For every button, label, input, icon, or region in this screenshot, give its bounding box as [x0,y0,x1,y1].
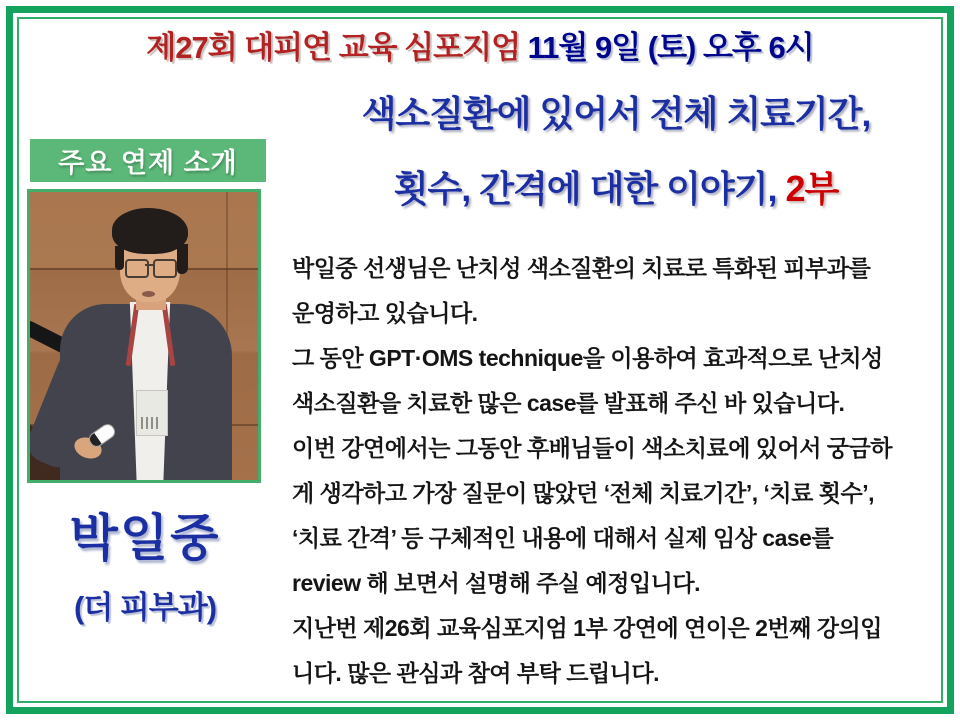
body-line: 운영하고 있습니다. [292,300,478,326]
speaker-hair [115,246,124,270]
body-line: 지난번 제26회 교육심포지엄 1부 강연에 연이은 2번째 강의입 [292,615,882,641]
body-line: 그 동안 GPT·OMS technique을 이용하여 효과적으로 난치성 [292,345,883,371]
body-line: 박일중 선생님은 난치성 색소질환의 치료로 특화된 피부과를 [292,255,871,281]
lecture-title-part-number: 2부 [785,168,839,209]
lecture-title-line2 [285,161,947,212]
body-line: 니다. 많은 관심과 참여 부탁 드립니다. [292,660,660,686]
event-title [0,22,960,67]
speaker-affiliation: (더 피부과) [73,590,217,625]
body-line: 이번 강연에서는 그동안 후배님들이 색소치료에 있어서 궁금하 [292,435,893,461]
featured-topic-badge [30,139,266,182]
glasses-lens [153,259,177,278]
body-line: 게 생각하고 가장 질문이 많았던 ‘전체 치료기간’, ‘치료 횟수’, [292,480,874,506]
glasses-lens [125,259,149,278]
id-badge [136,390,168,436]
id-badge-barcode [141,417,161,429]
lecture-title-line1: 색소질환에 있어서 전체 치료기간, [361,93,871,134]
event-title-datetime: 11월 9일 (토) 오후 6시 [527,30,814,65]
body-line: 색소질환을 치료한 많은 case를 발표해 주신 바 있습니다. [292,390,845,416]
featured-topic-badge-label: 주요 연제 소개 [58,148,238,178]
speaker-hair [177,244,188,274]
body-line: review 해 보면서 설명해 주실 예정입니다. [292,570,700,596]
speaker-description [292,246,948,696]
speaker-name: 박일중 [69,510,221,566]
lecture-title-line2-text: 횟수, 간격에 대한 이야기, [393,168,786,209]
glasses-bridge [145,264,153,266]
body-line: ‘치료 간격’ 등 구체적인 내용에 대해서 실제 임상 case를 [292,525,834,551]
event-title-name: 제27회 대피연 교육 심포지엄 [146,30,521,65]
speaker-mouth [142,291,155,297]
speaker-photo [27,189,261,483]
